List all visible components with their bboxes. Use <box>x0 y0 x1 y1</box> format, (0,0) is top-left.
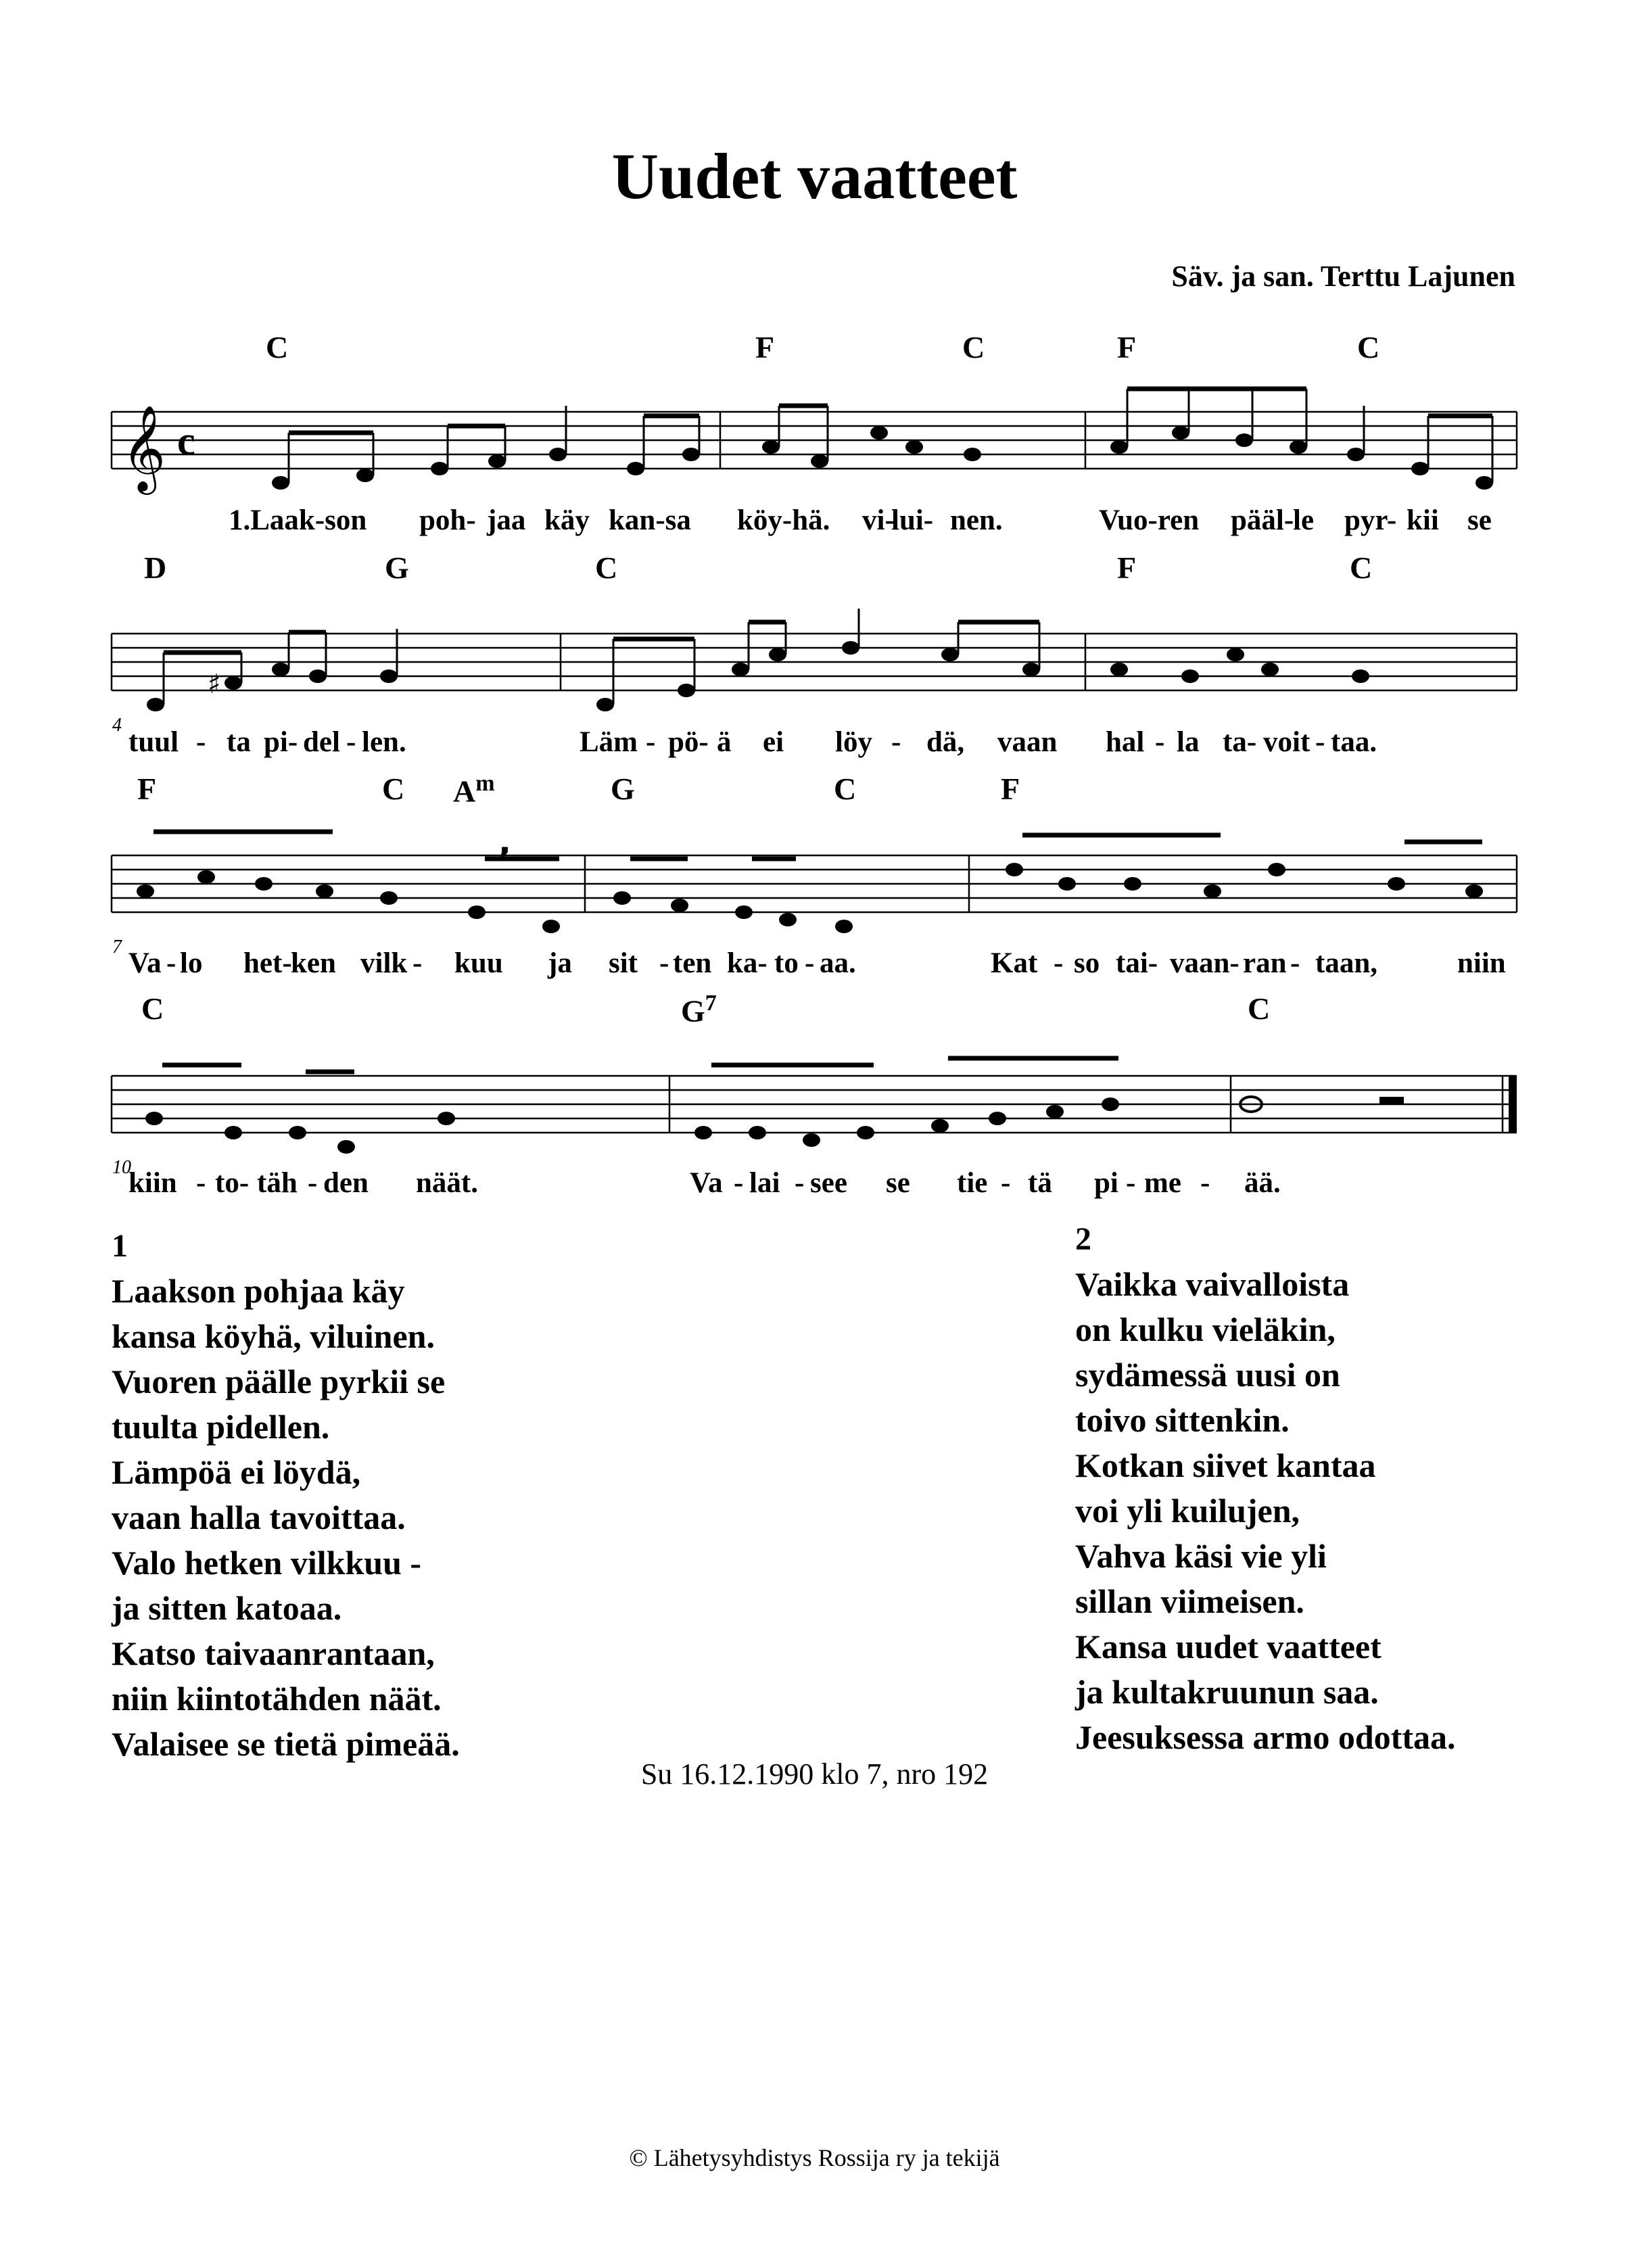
lyric-syllable: - <box>346 726 356 758</box>
lyric-syllable: - <box>805 947 815 979</box>
lyric-syllable: taan, <box>1315 947 1377 979</box>
lyric-syllable: aa. <box>820 947 856 979</box>
lyric-syllable: - <box>1290 947 1300 979</box>
verse-line: Valaisee se tietä pimeää. <box>112 1725 460 1763</box>
copyright-notice: © Lähetysyhdistys Rossija ry ja tekijä <box>629 2144 1000 2171</box>
lyric-syllable: tai- <box>1116 947 1158 979</box>
lyric-syllable: tä <box>1028 1167 1052 1199</box>
lyric-syllable: pääl- <box>1231 504 1294 536</box>
svg-text:♯: ♯ <box>208 669 221 700</box>
chord-symbol: F <box>1117 550 1137 585</box>
verse-line: tuulta pidellen. <box>112 1408 330 1446</box>
chord-symbol: G <box>385 550 409 585</box>
measure-number: 10 <box>112 1157 131 1178</box>
verse-line: Laakson pohjaa käy <box>112 1272 405 1310</box>
chord-symbol: $G^7$ <box>681 991 717 1029</box>
lyric-syllable: köy-hä. <box>737 504 830 536</box>
lyric-syllable: - <box>1001 1167 1011 1199</box>
lyric-syllable: Kat <box>991 947 1038 979</box>
verse-line: Vahva käsi vie yli <box>1075 1537 1327 1575</box>
verse-line: sillan viimeisen. <box>1075 1582 1304 1620</box>
lyric-syllable: käy <box>544 504 590 536</box>
chord-symbol: D <box>144 550 167 585</box>
verse-line: Valo hetken vilkkuu - <box>112 1544 422 1582</box>
verse-line: Vaikka vaivalloista <box>1075 1265 1350 1303</box>
verse-line: kansa köyhä, viluinen. <box>112 1317 435 1355</box>
chord-symbol: C <box>266 330 289 364</box>
lyric-syllable: ten <box>673 947 712 979</box>
chord-symbol: C <box>1248 991 1271 1026</box>
lyric-syllable: - <box>1054 947 1064 979</box>
lyric-syllable: kuu <box>454 947 503 979</box>
lyric-syllable: 1.Laak-son <box>229 504 367 536</box>
chord-symbol: F <box>1117 330 1137 364</box>
lyric-syllable: le <box>1293 504 1315 536</box>
lyric-syllable: ei <box>763 726 784 758</box>
verse-line: Lämpöä ei löydä, <box>112 1453 361 1491</box>
lyric-syllable: - <box>1155 726 1165 758</box>
lyric-syllable: - <box>795 1167 805 1199</box>
chord-symbol: C <box>141 991 164 1026</box>
lyric-syllable: kii <box>1407 504 1439 536</box>
chord-symbol: F <box>137 772 157 806</box>
lyric-syllable: vi- <box>862 504 895 536</box>
lyric-syllable: pi <box>1094 1167 1118 1199</box>
lyric-syllable: jaa <box>487 504 526 536</box>
chord-symbol: C <box>1350 550 1373 585</box>
verse-line: Katso taivaanrantaan, <box>112 1634 435 1672</box>
chord-symbol: C <box>834 772 857 806</box>
lyric-syllable: ä <box>717 726 732 758</box>
lyric-syllable: poh- <box>419 504 476 536</box>
lyric-syllable: - <box>196 726 206 758</box>
lyric-syllable: lui- <box>891 504 934 536</box>
verse-line: ja sitten katoaa. <box>112 1589 342 1627</box>
lyric-syllable: kiin <box>128 1167 177 1199</box>
lyric-syllable: pi- <box>264 726 298 758</box>
lyric-syllable: hal <box>1106 726 1145 758</box>
lyric-syllable: me <box>1144 1167 1181 1199</box>
lyric-syllable: tie <box>957 1167 988 1199</box>
chord-symbol: F <box>755 330 775 364</box>
verse-line: Jeesuksessa armo odottaa. <box>1075 1718 1456 1756</box>
lyric-syllable: löy <box>835 726 872 758</box>
lyric-syllable: - <box>412 947 423 979</box>
lyric-syllable: len. <box>362 726 406 758</box>
lyric-syllable: den <box>323 1167 369 1199</box>
lyric-syllable: sit <box>609 947 638 979</box>
lyric-syllable: Vuo-ren <box>1099 504 1200 536</box>
lyric-syllable: ka- <box>727 947 768 979</box>
lyric-syllable: ja <box>548 947 572 979</box>
measure-number: 7 <box>112 937 122 958</box>
verse-number: 1 <box>112 1228 128 1264</box>
lyric-syllable: ta- <box>1223 726 1257 758</box>
chord-symbol: F <box>1001 772 1020 806</box>
measure-number: 4 <box>112 715 122 736</box>
lyric-syllable: näät. <box>416 1167 478 1199</box>
svg-text:,: , <box>498 822 511 861</box>
lyric-syllable: ää. <box>1244 1167 1281 1199</box>
lyric-syllable: - <box>308 1167 318 1199</box>
lyric-syllable: la <box>1177 726 1200 758</box>
lyric-syllable: kan-sa <box>609 504 691 536</box>
lyric-syllable: voit <box>1263 726 1311 758</box>
lyric-syllable: Va <box>690 1167 723 1199</box>
song-title: Uudet vaatteet <box>611 140 1018 212</box>
verse-line: ja kultakruunun saa. <box>1075 1673 1379 1711</box>
lyric-syllable: vaan- <box>1170 947 1240 979</box>
lyric-syllable: so <box>1074 947 1100 979</box>
lyric-syllable: vaan <box>997 726 1058 758</box>
verse-line: Vuoren päälle pyrkii se <box>112 1363 446 1400</box>
lyric-syllable: - <box>659 947 669 979</box>
date-footnote: Su 16.12.1990 klo 7, nro 192 <box>640 1757 989 1791</box>
lyric-syllable: pyr- <box>1344 504 1397 536</box>
verse-line: sydämessä uusi on <box>1075 1356 1340 1394</box>
lyric-syllable: ta <box>227 726 251 758</box>
verse-line: Kansa uudet vaatteet <box>1075 1628 1382 1665</box>
verse-line: niin kiintotähden näät. <box>112 1680 442 1718</box>
svg-text:c: c <box>177 419 195 463</box>
lyric-syllable: se <box>1467 504 1492 536</box>
lyric-syllable: to- <box>215 1167 250 1199</box>
lyric-syllable: ken <box>291 947 336 979</box>
composer-credit: Säv. ja san. Terttu Lajunen <box>1171 260 1515 293</box>
lyric-syllable: het- <box>243 947 292 979</box>
lyric-syllable: - <box>734 1167 744 1199</box>
chord-symbol: C <box>1357 330 1380 364</box>
lyric-syllable: nen. <box>950 504 1003 536</box>
lyric-syllable: - <box>196 1167 206 1199</box>
lyric-syllable: to <box>774 947 799 979</box>
lyric-syllable: del <box>303 726 340 758</box>
chord-symbol: C <box>595 550 618 585</box>
verse-number: 2 <box>1075 1221 1091 1257</box>
chord-symbol: C <box>962 330 985 364</box>
lyric-syllable: vilk <box>360 947 408 979</box>
lyric-syllable: se <box>886 1167 910 1199</box>
verse-line: on kulku vieläkin, <box>1075 1310 1336 1348</box>
lyric-syllable: tuul <box>128 726 179 758</box>
svg-text:𝄞: 𝄞 <box>122 404 166 491</box>
lyric-syllable: Läm <box>580 726 638 758</box>
lyric-syllable: lo <box>180 947 203 979</box>
lyric-syllable: lai <box>749 1167 780 1199</box>
lyric-syllable: ran <box>1243 947 1287 979</box>
lyric-syllable: täh <box>257 1167 298 1199</box>
lyric-syllable: taa. <box>1331 726 1377 758</box>
lyric-syllable: - <box>646 726 656 758</box>
lyric-syllable: pö- <box>668 726 709 758</box>
lyric-syllable: - <box>166 947 176 979</box>
lyric-syllable: - <box>1126 1167 1136 1199</box>
lyric-syllable: - <box>1200 1167 1210 1199</box>
verse-line: toivo sittenkin. <box>1075 1401 1290 1439</box>
lyric-syllable: Va <box>128 947 162 979</box>
chord-symbol: G <box>611 772 635 806</box>
verse-line: voi yli kuilujen, <box>1075 1492 1300 1530</box>
lyric-syllable: - <box>1315 726 1325 758</box>
lyric-syllable: dä, <box>926 726 965 758</box>
lyric-syllable: see <box>810 1167 847 1199</box>
verse-line: vaan halla tavoittaa. <box>112 1498 406 1536</box>
chord-symbol: C <box>382 772 405 806</box>
lyric-syllable: - <box>891 726 901 758</box>
verse-line: Kotkan siivet kantaa <box>1075 1446 1376 1484</box>
chord-symbol: $A^m$ <box>453 771 495 809</box>
lyric-syllable: niin <box>1457 947 1506 979</box>
